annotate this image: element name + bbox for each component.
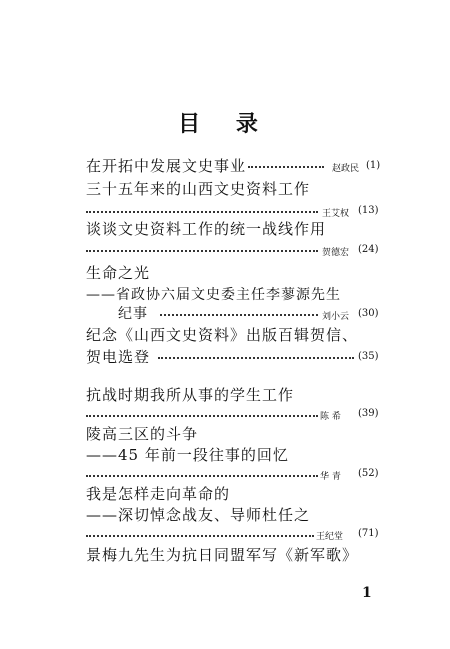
- toc-entry-page: (35): [358, 351, 379, 362]
- toc-entry-title: 景梅九先生为抗日同盟军写《新军歌》: [86, 546, 359, 564]
- dot-leader: [86, 415, 318, 417]
- toc-entry-subtitle: ——省政协六届文史委主任李蓼源先生: [86, 287, 341, 303]
- dot-leader: [86, 475, 318, 477]
- dot-leader: [86, 250, 318, 252]
- toc-entry-subtitle: 纪事: [118, 306, 148, 322]
- dot-leader: [86, 211, 318, 213]
- page-number: 1: [362, 585, 372, 601]
- toc-entry-page: (13): [358, 205, 379, 216]
- toc-entry-subtitle: ——深切悼念战友、导师杜任之: [86, 506, 311, 524]
- toc-entry-title: 我是怎样走向革命的: [86, 485, 231, 503]
- toc-entry-subtitle: 贺电选登: [86, 348, 151, 366]
- toc-entry-author: 贺德宏: [322, 248, 350, 258]
- toc-entry-title: 陵高三区的斗争: [86, 425, 199, 443]
- dot-leader: [86, 535, 314, 537]
- dot-leader: [248, 166, 324, 168]
- toc-entry-author: 陈 希: [320, 412, 341, 422]
- toc-entry-title: 在开拓中发展文史事业: [86, 157, 247, 175]
- toc-entry-author: 王纪堂: [316, 532, 344, 542]
- toc-entry-title: 谈谈文史资料工作的统一战线作用: [86, 220, 327, 238]
- toc-entry-author: 华 青: [320, 472, 341, 482]
- toc-entry-author: 王艾权: [322, 209, 350, 219]
- dot-leader: [160, 314, 318, 316]
- toc-entry-author: 赵政民: [332, 164, 360, 174]
- toc-entry-title: 纪念《山西文史资料》出版百辑贺信、: [86, 326, 359, 344]
- toc-entry-page: (24): [358, 244, 379, 255]
- toc-entry-subtitle: ——45 年前一段往事的回忆: [86, 446, 289, 464]
- dot-leader: [158, 357, 354, 359]
- toc-entry-page: (71): [358, 528, 379, 539]
- toc-entry-title: 三十五年来的山西文史资料工作: [86, 180, 311, 198]
- toc-entry-title: 抗战时期我所从事的学生工作: [86, 386, 295, 404]
- toc-entry-title: 生命之光: [86, 264, 151, 282]
- toc-entry-page: (30): [358, 308, 379, 319]
- toc-entry-page: (39): [358, 408, 379, 419]
- toc-entry-page: (52): [358, 468, 379, 479]
- page-title: 目 录: [178, 111, 272, 137]
- toc-entry-page: (1): [366, 160, 381, 171]
- toc-entry-author: 刘小云: [322, 312, 350, 322]
